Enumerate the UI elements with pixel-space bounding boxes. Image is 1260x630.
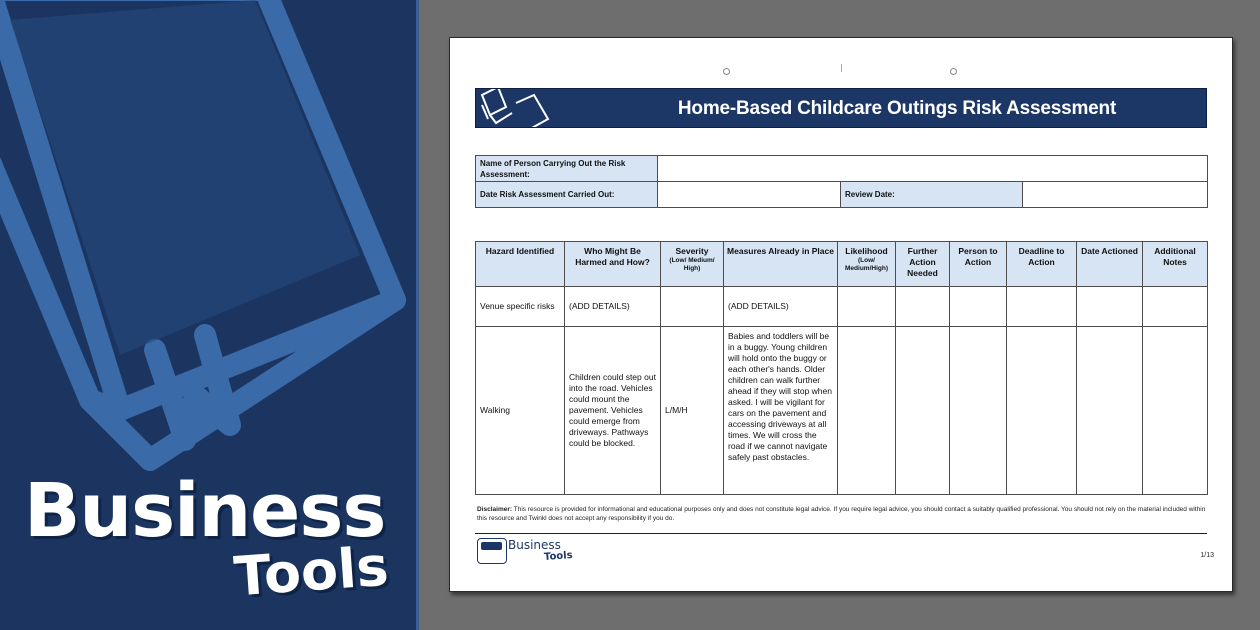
document-page bbox=[449, 37, 1233, 592]
fold-mark bbox=[841, 64, 842, 72]
brand-line-2: Tools bbox=[231, 534, 391, 609]
table-cell[interactable] bbox=[1143, 287, 1208, 327]
table-cell[interactable] bbox=[1143, 327, 1208, 495]
punch-hole-icon bbox=[950, 68, 957, 75]
table-cell[interactable]: Children could step out into the road. Vehicles could mount the pavement. Vehicles could emerge from driveways. Pathways could be blocked. bbox=[565, 327, 661, 495]
date-label: Date Risk Assessment Carried Out: bbox=[476, 182, 658, 208]
table-cell[interactable] bbox=[896, 327, 950, 495]
column-header-label: Severity bbox=[675, 246, 709, 256]
column-header bbox=[724, 242, 838, 287]
name-value[interactable] bbox=[658, 156, 1208, 182]
column-header-label: Deadline to Action bbox=[1018, 246, 1065, 267]
table-row bbox=[476, 287, 1208, 327]
table-cell[interactable]: L/M/H bbox=[661, 327, 724, 495]
info-table bbox=[475, 155, 1208, 208]
review-value[interactable] bbox=[1023, 182, 1208, 208]
info-row bbox=[476, 156, 1208, 182]
risk-table bbox=[475, 241, 1208, 495]
brand-title bbox=[24, 468, 404, 608]
column-header-label: Likelihood bbox=[845, 246, 888, 256]
twinkl-logo-icon bbox=[477, 538, 507, 564]
column-header-label: Further Action Needed bbox=[907, 246, 938, 278]
footer-brand-1: Business bbox=[508, 538, 561, 552]
name-label: Name of Person Carrying Out the Risk Assessment: bbox=[476, 156, 658, 182]
date-value[interactable] bbox=[658, 182, 841, 208]
disclaimer-text: This resource is provided for informational and educational purposes only and does not constitute legal advice. If you require legal advice, you should contact a suitably qualified professional. You should not rely on the material included within this resource and Twinkl does not accept any responsibility if you do. bbox=[477, 506, 1206, 522]
column-header-label: Date Actioned bbox=[1081, 246, 1138, 256]
column-header bbox=[1077, 242, 1143, 287]
column-header-label: Person to Action bbox=[958, 246, 998, 267]
document-header bbox=[475, 88, 1207, 128]
footer-divider bbox=[475, 533, 1207, 534]
info-row bbox=[476, 182, 1208, 208]
column-header bbox=[565, 242, 661, 287]
disclaimer-label: Disclaimer: bbox=[477, 506, 513, 513]
table-cell[interactable] bbox=[838, 287, 896, 327]
footer-brand-2: Tools bbox=[543, 550, 573, 563]
table-cell[interactable] bbox=[1077, 287, 1143, 327]
column-header-label: Hazard Identified bbox=[485, 246, 555, 256]
table-cell[interactable]: Babies and toddlers will be in a buggy. Young children will hold onto the buggy or each other's hands. Older children can walk further ahead if they will stop when asked. I will be vigilant for cars on the pavement and accessing driveways at all times. We will cross the road if we cannot navigate safely past obstacles. bbox=[724, 327, 838, 495]
column-header bbox=[838, 242, 896, 287]
punch-hole-icon bbox=[723, 68, 730, 75]
column-header-sub: (Low/ Medium/ High) bbox=[669, 257, 715, 272]
table-cell[interactable]: Venue specific risks bbox=[476, 287, 565, 327]
table-cell[interactable] bbox=[838, 327, 896, 495]
table-cell[interactable] bbox=[950, 287, 1007, 327]
disclaimer bbox=[477, 505, 1209, 523]
table-cell[interactable]: (ADD DETAILS) bbox=[724, 287, 838, 327]
column-header bbox=[950, 242, 1007, 287]
left-panel bbox=[0, 0, 419, 630]
column-header bbox=[661, 242, 724, 287]
table-cell[interactable] bbox=[896, 287, 950, 327]
review-label: Review Date: bbox=[841, 182, 1023, 208]
brand-line-1: Business bbox=[24, 468, 386, 554]
table-cell[interactable]: (ADD DETAILS) bbox=[565, 287, 661, 327]
column-header bbox=[896, 242, 950, 287]
book-icon bbox=[476, 89, 586, 128]
column-header-sub: (Low/ Medium/High) bbox=[845, 257, 888, 272]
table-row bbox=[476, 327, 1208, 495]
table-cell[interactable] bbox=[1077, 327, 1143, 495]
page-number: 1/13 bbox=[1200, 552, 1214, 559]
table-cell[interactable] bbox=[1007, 327, 1077, 495]
column-header-label: Who Might Be Harmed and How? bbox=[575, 246, 650, 267]
column-header-label: Measures Already in Place bbox=[727, 246, 834, 256]
table-cell[interactable] bbox=[950, 327, 1007, 495]
table-cell[interactable] bbox=[1007, 287, 1077, 327]
column-header-label: Additional Notes bbox=[1154, 246, 1196, 267]
table-cell[interactable] bbox=[661, 287, 724, 327]
column-header bbox=[476, 242, 565, 287]
table-cell[interactable]: Walking bbox=[476, 327, 565, 495]
table-header-row bbox=[476, 242, 1208, 287]
column-header bbox=[1143, 242, 1208, 287]
column-header bbox=[1007, 242, 1077, 287]
document-title: Home-Based Childcare Outings Risk Assessment bbox=[677, 98, 1117, 119]
